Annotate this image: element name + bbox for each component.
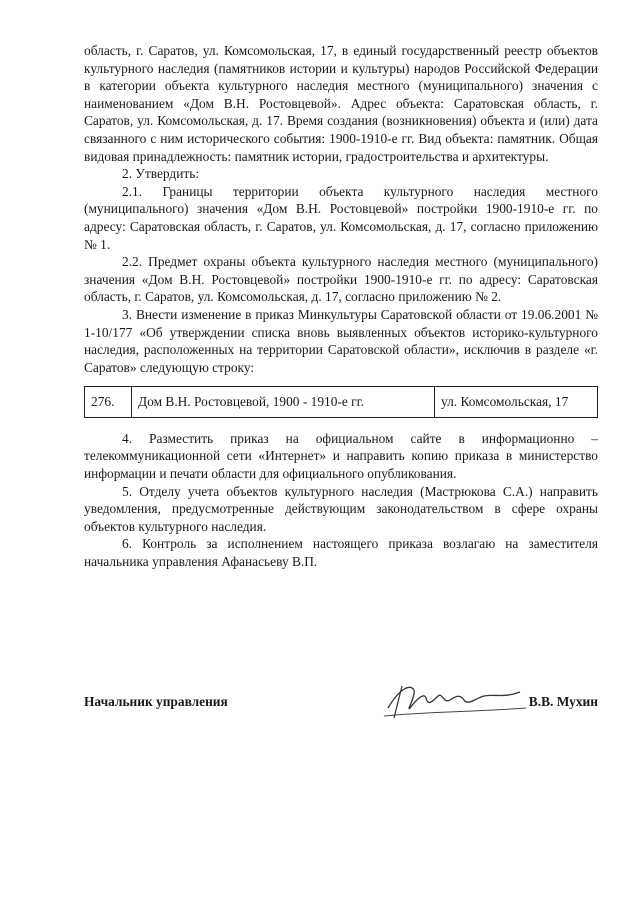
row-number: 276. — [85, 387, 132, 418]
table-row — [85, 387, 598, 418]
signatory-role: Начальник управления — [84, 694, 228, 709]
paragraph-item-4: 4. Разместить приказ на официальном сайте в информационно – телекоммуникационной сети «Интернет» и направить копию приказа в министерство информации и печати области для официального опубликования. — [84, 430, 598, 482]
paragraph-item-2-2: 2.2. Предмет охраны объекта культурного наследия местного (муниципального) значения «Дом В.Н. Ростовцевой» постройки 1900-1910-е гг. по адресу: Саратовская область, г. Саратов, ул. Комсомольская, д. 17, согласно приложению № 2. — [84, 254, 598, 305]
row-address: ул. Комсомольская, 17 — [435, 387, 598, 418]
paragraph-item-5: 5. Отделу учета объектов культурного наследия (Мастрюкова С.А.) направить уведомления, предусмотренные действующим законодательством в сфере охраны объектов культурного наследия. — [84, 483, 598, 534]
paragraph-item-3: 3. Внести изменение в приказ Минкультуры Саратовской области от 19.06.2001 № 1-10/177 «Об утверждении списка вновь выявленных объектов историко-культурного наследия, расположенных на территории Саратовской области», исключив в разделе «г. Саратов» следующую строку: — [84, 306, 598, 375]
signature-block — [84, 688, 598, 728]
excluded-row-table — [84, 386, 598, 418]
paragraph-object-description: область, г. Саратов, ул. Комсомольская, 17, в единый государственный реестр объектов культурного наследия (памятников истории и культуры) народов Российской Федерации в категории объекта культурного наследия местного (муниципального) значения с наименованием «Дом В.Н. Ростовцевой». Адрес объекта: Саратовская область, г. Саратов, ул. Комсомольская, д. 17. Время создания (возникновения) объекта и (или) дата связанного с ним исторического события: 1900-1910-е гг. Вид объекта: памятник. Общая видовая принадлежность: памятник истории, градостроительства и архитектуры. — [84, 43, 598, 164]
paragraph-item-2: 2. Утвердить: — [122, 166, 200, 182]
document-body — [84, 42, 598, 571]
signatory-name: В.В. Мухин — [528, 694, 598, 709]
excluded-row-table-wrap — [84, 386, 598, 418]
row-object-name: Дом В.Н. Ростовцевой, 1900 - 1910-е гг. — [132, 387, 435, 418]
paragraph-item-2-1: 2.1. Границы территории объекта культурного наследия местного (муниципального) значения «Дом В.Н. Ростовцевой» постройки 1900-1910-е гг. по адресу: Саратовская область, г. Саратов, ул. Комсомольская, д. 17, согласно приложению № 1. — [84, 183, 598, 252]
handwritten-signature — [380, 678, 530, 722]
paragraph-item-6: 6. Контроль за исполнением настоящего приказа возлагаю на заместителя начальника управления Афанасьеву В.П. — [84, 536, 598, 570]
